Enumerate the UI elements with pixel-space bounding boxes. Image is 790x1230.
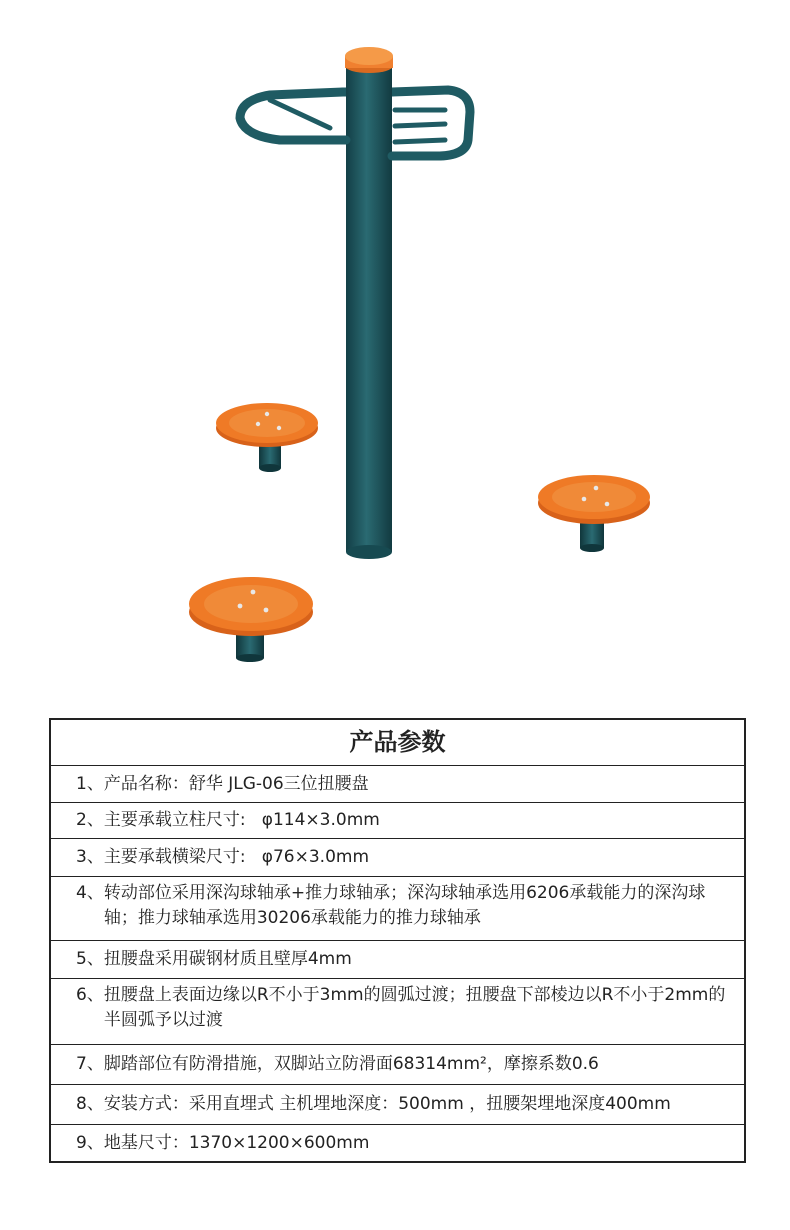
twist-disc-right [538, 475, 650, 552]
table-row: 7、 脚踏部位有防滑措施，双脚站立防滑面68314mm²，摩擦系数0.6 [51, 1044, 744, 1084]
table-row: 1、 产品名称：舒华 JLG-06三位扭腰盘 [51, 765, 744, 802]
main-post [345, 47, 393, 559]
table-row: 5、 扭腰盘采用碳钢材质且壁厚4mm [51, 940, 744, 978]
table-row: 4、 转动部位采用深沟球轴承+推力球轴承；深沟球轴承选用6206承载能力的深沟球轴；推力球轴承选用30206承载能力的推力球轴承 [51, 876, 744, 940]
twist-disc-left [216, 403, 318, 472]
table-title: 产品参数 [349, 728, 446, 756]
table-row: 8、 安装方式：采用直埋式 主机埋地深度：500mm ，扭腰架埋地深度400mm [51, 1084, 744, 1124]
twist-disc-front [189, 577, 313, 662]
table-row: 2、 主要承载立柱尺寸: φ114×3.0mm [51, 802, 744, 838]
table-row: 3、 主要承载横梁尺寸: φ76×3.0mm [51, 838, 744, 876]
table-row: 9、 地基尺寸：1370×1200×600mm [51, 1124, 744, 1161]
table-row: 6、 扭腰盘上表面边缘以R不小于3mm的圆弧过渡；扭腰盘下部棱边以R不小于2mm的半圆弧予以过渡 [51, 978, 744, 1044]
spec-table [49, 718, 746, 1163]
